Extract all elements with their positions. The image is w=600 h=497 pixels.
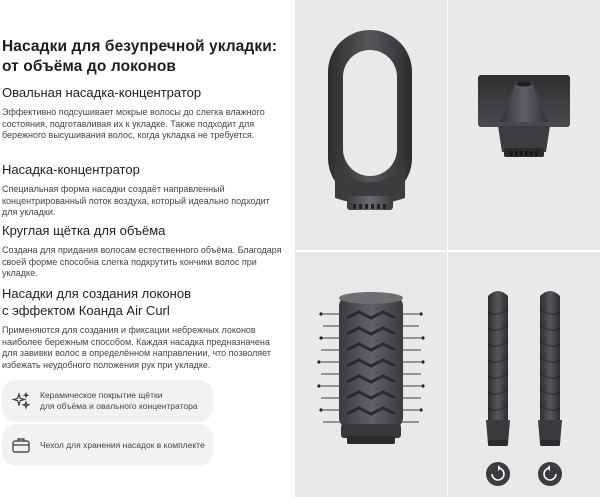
feature-ceramic-coating (2, 380, 213, 422)
feature-line-2: для объёма и овального концентратора (40, 401, 198, 411)
section-text: Эффективно подсушивает мокрые волосы до слегка влажного состояния, подготавливая их к укладке. Также подходит для бережного высушивания волос, когда укладка не требуется. (2, 107, 265, 140)
section-title-line-2: с эффектом Коанда Air Curl (2, 303, 170, 318)
air-curl-image (448, 252, 600, 497)
feature-text: Чехол для хранения насадок в комплекте (40, 439, 205, 450)
title-line-1: Насадки для безупречной укладки: (2, 38, 278, 55)
case-icon (2, 424, 40, 466)
product-tile-air-curl (448, 252, 600, 497)
feature-text (40, 390, 198, 412)
round-brush-image (295, 252, 447, 497)
concentrator-image (448, 0, 600, 250)
product-tile-round-brush (295, 252, 447, 497)
product-tile-oval-concentrator (295, 0, 447, 250)
rotate-right-icon (538, 462, 562, 486)
rotate-left-icon (486, 462, 510, 486)
section-air-curl (2, 285, 282, 371)
sparkle-icon (2, 380, 40, 422)
air-curl-left-barrel (486, 291, 510, 446)
page-title (2, 37, 287, 77)
oval-concentrator-image (295, 0, 447, 250)
section-title (2, 285, 282, 319)
section-text: Создана для придания волосам естественного объёма. Благодаря своей форме способна слегка подкрутить кончики волос при укладке. (2, 245, 282, 278)
product-tile-concentrator (448, 0, 600, 250)
section-title-line-1: Насадки для создания локонов (2, 286, 191, 301)
feature-storage-case (2, 424, 213, 466)
section-text: Применяются для создания и фиксации небрежных локонов наиболее бережным способом. Каждая насадка предназначена для завивки волос в определённом направлении, что позволяет избежать неудобного положения рук при укладке. (2, 325, 272, 370)
section-title: Круглая щётка для объёма (2, 223, 166, 238)
feature-line-1: Керамическое покрытие щётки (40, 390, 163, 400)
title-line-2: от объёма до локонов (2, 58, 177, 75)
section-text: Специальная форма насадки создаёт направленный концентрированный поток воздуха, который идеально подходит для укладки. (2, 184, 270, 217)
section-concentrator (2, 161, 282, 219)
section-oval-concentrator (2, 84, 282, 142)
text-column (0, 0, 295, 497)
section-round-brush (2, 222, 282, 280)
section-title: Овальная насадка-концентратор (2, 85, 202, 100)
section-title: Насадка-концентратор (2, 162, 140, 177)
air-curl-right-barrel (538, 291, 562, 446)
